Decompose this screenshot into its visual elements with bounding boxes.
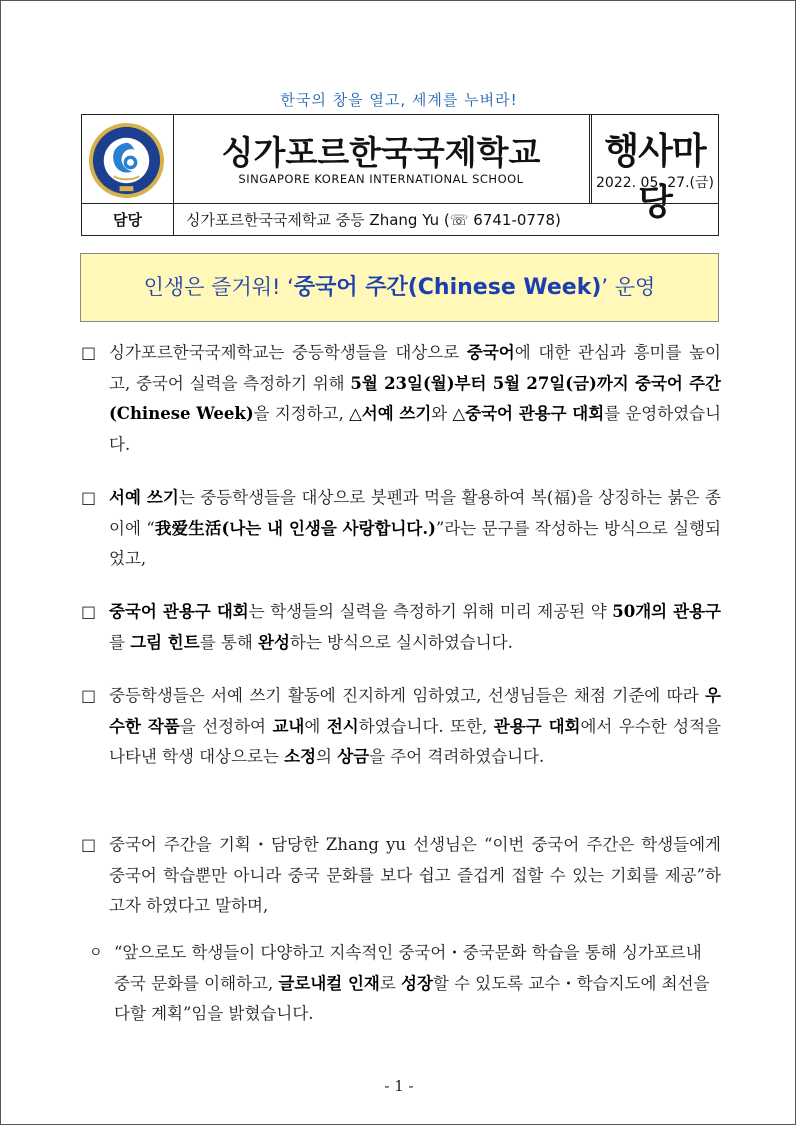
sub-item-body (114, 938, 721, 1030)
text-segment: 중국어 주간을 기획・담당한 Zhang yu 선생님은 “이번 중국어 주간은 학생들에게 중국어 학습뿐만 아니라 중국 문화를 보다 쉽고 즐겁게 접할 수 있는 기회를 제공”하고자 하였다고 말하며, (109, 835, 721, 915)
bold-text-segment: 상금 (337, 747, 370, 766)
school-slogan: 한국의 창을 열고, 세계를 누벼라! (280, 91, 518, 109)
checkbox-bullet: □ (81, 488, 97, 507)
school-name-english: SINGAPORE KOREAN INTERNATIONAL SCHOOL (238, 172, 524, 186)
paragraph-5 (81, 830, 721, 922)
text-segment: 하였습니다. 또한, (358, 716, 494, 736)
text-segment: “앞으로도 학생들이 다양하고 지속적인 중국어・중국문화 학습을 통해 싱가포르내 중국 문화를 이해하고, (114, 943, 702, 993)
bold-text-segment: 교내 (272, 716, 305, 736)
checkbox-bullet: □ (81, 835, 97, 854)
text-segment: 중등학생들은 서예 쓰기 활동에 진지하게 임하였고, 선생님들은 채점 기준에 따라 (109, 686, 706, 705)
paragraph-body (109, 483, 721, 575)
text-segment: 와 (431, 404, 453, 423)
contact-label: 담당 (82, 204, 174, 236)
paragraph-body (109, 830, 721, 922)
event-cell (592, 115, 718, 223)
text-segment: 에서 우수한 성적을 나타낸 학생 대상으로는 (109, 716, 721, 766)
bold-text-segment: 전시 (326, 716, 359, 736)
bold-text-segment: 성장 (401, 973, 433, 993)
school-name-cell (173, 115, 592, 203)
contact-value: 싱가포르한국국제학교 중등 Zhang Yu (☏ 6741-0778) (186, 211, 561, 229)
text-segment: 를 (109, 632, 131, 652)
text-segment: 에 (304, 716, 327, 736)
text-segment: 할 수 있도록 교수・학습지도에 최선을 다할 계획”임을 밝혔습니다. (114, 973, 710, 1023)
text-segment: ”라는 문구를 작성하는 방식으로 실행되었고, (109, 518, 721, 568)
headline-box (80, 253, 719, 322)
headline-part-3: (Chinese Week) (407, 275, 602, 300)
headline-part-4: ’ 운영 (601, 275, 656, 299)
checkbox-bullet: □ (81, 343, 97, 362)
bold-text-segment: 5월 23일(월)부터 5월 27일(금)까지 중국어 주간(Chinese Week) (109, 373, 721, 423)
text-segment: 는 학생들의 실력을 측정하기 위해 미리 제공된 약 (248, 602, 613, 621)
text-segment: 을 주어 격려하였습니다. (369, 747, 545, 766)
bold-text-segment: 50개의 관용구 (612, 602, 721, 621)
text-segment: 의 (316, 747, 338, 766)
bold-text-segment: 소정 (284, 747, 317, 766)
headline-part-2: 중국어 주간 (293, 275, 408, 300)
text-segment: 하는 방식으로 실시하였습니다. (289, 632, 513, 652)
paragraph-4 (81, 681, 721, 773)
event-title: 행사마당 (604, 131, 706, 223)
paragraph-3 (81, 597, 721, 658)
paragraph-2 (81, 483, 721, 575)
headline-part-1: 인생은 즐거워! ‘ (143, 275, 294, 299)
page-number: - 1 - (384, 1077, 414, 1095)
event-date: 2022. 05. 27.(금) (596, 175, 714, 191)
text-segment: 를 운영하였습니다. (109, 404, 722, 454)
bold-text-segment: 관용구 대회 (493, 716, 581, 736)
bold-text-segment: △서예 쓰기 (349, 404, 432, 423)
text-segment: 는 중등학생들을 대상으로 붓펜과 먹을 활용하여 복(福)을 상징하는 붉은 종이에 “ (109, 488, 721, 538)
bold-text-segment: 중국어 (466, 343, 515, 362)
bold-text-segment: 서예 쓰기 (109, 488, 179, 507)
paragraph-body (109, 681, 721, 773)
text-segment: 로 (379, 973, 402, 993)
bold-text-segment: △중국어 관용구 대회 (452, 404, 605, 423)
bold-text-segment: 그림 힌트 (130, 632, 200, 652)
checkbox-bullet: □ (81, 602, 97, 621)
bold-text-segment: 我爱生活(나는 내 인생을 사랑합니다.) (154, 518, 436, 538)
bold-text-segment: 글로내컬 인재 (278, 973, 380, 993)
bold-text-segment: 우수한 작품 (109, 686, 721, 736)
bold-text-segment: 완성 (258, 632, 290, 652)
checkbox-bullet: □ (81, 686, 97, 705)
paragraph-body (109, 338, 721, 460)
circle-bullet: ㅇ (89, 945, 103, 961)
text-segment: 을 지정하고, (253, 404, 350, 423)
paragraph-1 (81, 338, 721, 460)
logo-cell (82, 115, 174, 203)
text-segment: 에 대한 관심과 흥미를 높이고, 중국어 실력을 측정하기 위해 (109, 343, 721, 393)
quote-sub-item (89, 938, 721, 1030)
contact-row (82, 203, 718, 236)
text-segment: 을 선정하여 (179, 716, 273, 736)
text-segment: 싱가포르한국국제학교는 중등학생들을 대상으로 (109, 343, 467, 362)
school-name-korean: 싱가포르한국국제학교 (221, 133, 541, 172)
text-segment: 를 통해 (199, 632, 259, 652)
school-emblem-icon (87, 121, 166, 200)
bold-text-segment: 중국어 관용구 대회 (109, 602, 249, 621)
header-table (81, 114, 719, 236)
paragraph-body (109, 597, 721, 658)
